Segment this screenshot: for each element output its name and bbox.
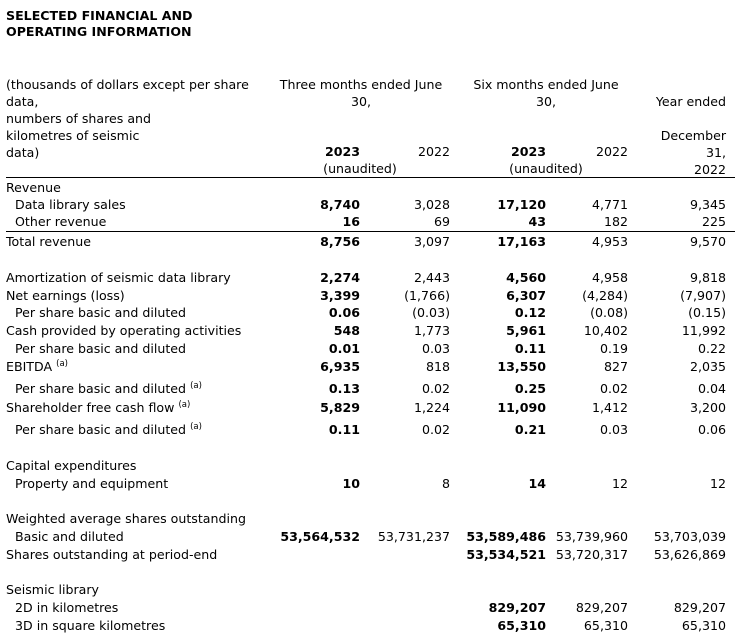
table-cell: 4,958 (591, 270, 628, 285)
row-label (15, 599, 118, 616)
units-line: numbers of shares and (6, 111, 152, 126)
table-cell: 4,953 (591, 234, 628, 249)
row-label-text: Net earnings (loss) (6, 288, 125, 303)
heading-line: 30, (350, 94, 372, 109)
row-label (15, 421, 202, 438)
row-label (15, 617, 165, 634)
table-cell: 3,399 (320, 288, 360, 303)
page-title (6, 8, 193, 40)
unaudited-six-months: (unaudited) (509, 161, 583, 176)
row-label-text: EBITDA (6, 359, 53, 374)
table-cell: 182 (603, 214, 628, 229)
table-cell: 829,207 (575, 600, 628, 615)
table-cell: 11,992 (681, 323, 726, 338)
table-cell: 53,720,317 (555, 547, 628, 562)
col-2022-six-months: 2022 (595, 144, 628, 159)
row-label-text: Per share basic and diluted (15, 305, 187, 320)
heading-line: 30, (535, 94, 557, 109)
row-label (6, 233, 91, 250)
row-label (6, 399, 190, 416)
row-label-text: Data library sales (15, 197, 126, 212)
table-cell: 0.21 (514, 422, 546, 437)
row-label-text: Amortization of seismic data library (6, 270, 231, 285)
row-label (6, 510, 246, 527)
col-2023-three-months: 2023 (324, 144, 360, 159)
table-cell: 1,412 (591, 400, 628, 415)
table-cell: 6,935 (320, 359, 360, 374)
table-cell: 53,564,532 (280, 529, 360, 544)
table-cell: 0.02 (599, 381, 628, 396)
table-cell: (7,907) (680, 288, 726, 303)
row-label-text: Shareholder free cash flow (6, 400, 175, 415)
heading-line: Year ended (655, 94, 726, 109)
heading-line: 31, (705, 145, 726, 160)
table-cell: 829,207 (673, 600, 726, 615)
footnote-marker: (a) (190, 381, 202, 391)
table-cell: 17,163 (497, 234, 546, 249)
row-label (15, 475, 168, 492)
row-label-text: Weighted average shares outstanding (6, 511, 246, 526)
table-cell: 65,310 (583, 618, 628, 633)
table-cell: 8,756 (320, 234, 360, 249)
table-cell: 3,028 (413, 197, 450, 212)
row-label (6, 322, 241, 339)
table-cell: 0.19 (599, 341, 628, 356)
title-line-1: SELECTED FINANCIAL AND (6, 8, 193, 23)
table-cell: 0.03 (599, 422, 628, 437)
table-cell: 827 (603, 359, 628, 374)
table-cell: (0.03) (412, 305, 450, 320)
table-cell: 548 (333, 323, 360, 338)
row-label (6, 269, 231, 286)
row-label-text: Property and equipment (15, 476, 169, 491)
table-cell: 17,120 (497, 197, 546, 212)
units-line: (thousands of dollars except per share (6, 77, 249, 92)
table-cell: 0.22 (697, 341, 726, 356)
table-cell: 53,731,237 (377, 529, 450, 544)
table-cell: 13,550 (497, 359, 546, 374)
table-cell: (0.15) (688, 305, 726, 320)
row-label-text: Other revenue (15, 214, 107, 229)
row-label-text: Cash provided by operating activities (6, 323, 242, 338)
table-cell: 0.06 (328, 305, 360, 320)
table-cell: 53,589,486 (466, 529, 546, 544)
row-label (15, 196, 126, 213)
units-line: data) (6, 145, 40, 160)
row-label (15, 528, 124, 545)
table-cell: 8 (441, 476, 450, 491)
table-cell: (0.08) (590, 305, 628, 320)
table-cell: 0.25 (514, 381, 546, 396)
table-cell: 3,097 (413, 234, 450, 249)
col-2023-six-months: 2023 (510, 144, 546, 159)
row-label (6, 581, 99, 598)
row-label-text: Per share basic and diluted (15, 341, 187, 356)
table-cell: 65,310 (497, 618, 546, 633)
header-divider (6, 177, 735, 178)
table-cell: 4,560 (506, 270, 546, 285)
table-cell: 9,345 (689, 197, 726, 212)
table-cell: 0.12 (514, 305, 546, 320)
table-cell: 12 (709, 476, 726, 491)
table-cell: 10 (342, 476, 360, 491)
table-cell: 0.06 (697, 422, 726, 437)
footnote-marker: (a) (56, 359, 68, 369)
col-2022-three-months: 2022 (417, 144, 450, 159)
units-note (6, 76, 249, 161)
total-revenue-divider (6, 231, 735, 232)
table-cell: 2,274 (320, 270, 360, 285)
table-cell: 10,402 (583, 323, 628, 338)
row-label-text: Per share basic and diluted (15, 422, 187, 437)
table-cell: 5,961 (506, 323, 546, 338)
row-label (15, 304, 186, 321)
table-cell: 0.02 (421, 422, 450, 437)
row-label-text: Seismic library (6, 582, 100, 597)
row-label-text: 3D in square kilometres (15, 618, 166, 633)
row-label-text: 2D in kilometres (15, 600, 119, 615)
units-line: data, (6, 94, 39, 109)
table-cell: 9,570 (689, 234, 726, 249)
table-cell: 12 (611, 476, 628, 491)
table-cell: 14 (528, 476, 546, 491)
table-cell: 5,829 (320, 400, 360, 415)
table-cell: 16 (342, 214, 360, 229)
six-months-heading (458, 76, 634, 110)
table-cell: 1,224 (413, 400, 450, 415)
table-cell: 0.02 (421, 381, 450, 396)
spacer (630, 110, 726, 127)
year-ended-heading (630, 93, 726, 178)
table-cell: 65,310 (681, 618, 726, 633)
title-line-2: OPERATING INFORMATION (6, 24, 192, 39)
table-cell: 8,740 (320, 197, 360, 212)
table-cell: 6,307 (506, 288, 546, 303)
table-cell: 0.04 (697, 381, 726, 396)
table-cell: 829,207 (488, 600, 546, 615)
table-cell: 0.03 (421, 341, 450, 356)
table-cell: 53,534,521 (466, 547, 546, 562)
table-cell: 43 (528, 214, 546, 229)
table-cell: 53,703,039 (653, 529, 726, 544)
row-label (6, 457, 137, 474)
table-cell: 2,035 (689, 359, 726, 374)
units-line: kilometres of seismic (6, 128, 140, 143)
heading-line: 2022 (693, 162, 726, 177)
heading-line: Three months ended June (279, 77, 443, 92)
row-label-text: Basic and diluted (15, 529, 124, 544)
table-cell: 225 (701, 214, 726, 229)
table-cell: 818 (425, 359, 450, 374)
row-label (15, 213, 106, 230)
table-cell: 2,443 (413, 270, 450, 285)
heading-line: December (660, 128, 726, 143)
table-cell: (4,284) (582, 288, 628, 303)
row-label (15, 340, 186, 357)
footnote-marker: (a) (190, 422, 202, 432)
row-label-text: Shares outstanding at period-end (6, 547, 218, 562)
row-label (6, 546, 217, 563)
table-cell: 53,626,869 (653, 547, 726, 562)
heading-line: Six months ended June (473, 77, 619, 92)
table-cell: 69 (433, 214, 450, 229)
table-cell: 0.01 (328, 341, 360, 356)
table-cell: 53,739,960 (555, 529, 628, 544)
table-cell: (1,766) (404, 288, 450, 303)
unaudited-three-months: (unaudited) (323, 161, 397, 176)
row-label-text: Capital expenditures (6, 458, 137, 473)
row-label (15, 380, 202, 397)
row-label-text: Revenue (6, 180, 61, 195)
row-label-text: Total revenue (6, 234, 91, 249)
row-label (6, 179, 61, 196)
table-cell: 11,090 (497, 400, 546, 415)
table-cell: 4,771 (591, 197, 628, 212)
three-months-heading (272, 76, 450, 110)
table-cell: 9,818 (689, 270, 726, 285)
table-cell: 0.11 (514, 341, 546, 356)
table-cell: 0.13 (328, 381, 360, 396)
table-cell: 3,200 (689, 400, 726, 415)
row-label (6, 358, 68, 375)
footnote-marker: (a) (178, 400, 191, 410)
table-cell: 0.11 (328, 422, 360, 437)
row-label-text: Per share basic and diluted (15, 381, 187, 396)
table-cell: 1,773 (413, 323, 450, 338)
row-label (6, 287, 125, 304)
